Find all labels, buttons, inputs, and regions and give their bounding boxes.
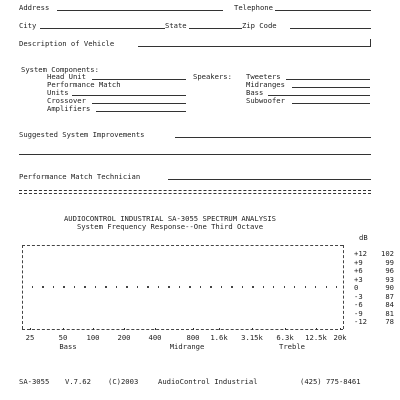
y-tick-label: +6 bbox=[354, 266, 363, 275]
y-abs-tick-label: 81 bbox=[385, 308, 394, 318]
response-point bbox=[126, 286, 127, 287]
response-point bbox=[210, 286, 211, 287]
y-tick-label: -12 bbox=[354, 317, 367, 326]
performance-match-label: Performance Match bbox=[47, 80, 121, 89]
vehicle-description-label: Description of Vehicle bbox=[19, 39, 115, 48]
telephone-line[interactable] bbox=[275, 10, 371, 11]
x-tick-mark bbox=[340, 328, 341, 330]
address-line[interactable] bbox=[57, 10, 223, 11]
address-label: Address bbox=[19, 3, 50, 12]
bass-label: Bass bbox=[246, 88, 264, 97]
response-point bbox=[137, 286, 138, 287]
subwoofer-label: Subwoofer bbox=[246, 96, 285, 105]
amplifiers-line[interactable] bbox=[96, 111, 186, 112]
x-tick-mark bbox=[252, 328, 253, 330]
response-point bbox=[168, 286, 169, 287]
response-point bbox=[242, 286, 243, 287]
x-tick-label: 1.6k bbox=[210, 333, 228, 342]
midranges-label: Midranges bbox=[246, 80, 285, 89]
section-separator bbox=[19, 190, 371, 194]
speakers-label: Speakers: bbox=[193, 72, 232, 81]
response-point bbox=[221, 286, 222, 287]
x-tick-label: 20k bbox=[333, 333, 347, 342]
response-point bbox=[315, 286, 316, 287]
response-point bbox=[105, 286, 106, 287]
response-point bbox=[273, 286, 274, 287]
response-point bbox=[116, 286, 117, 287]
x-tick-label: 25 bbox=[25, 333, 35, 342]
footer-version: V.7.62 bbox=[65, 377, 91, 386]
response-point bbox=[305, 286, 306, 287]
chart-subtitle: System Frequency Response--One Third Octave bbox=[76, 222, 264, 231]
response-point bbox=[189, 286, 190, 287]
x-band-label: Midrange bbox=[169, 342, 205, 351]
footer-phone: (425) 775-8461 bbox=[300, 377, 361, 386]
units-label: Units bbox=[47, 88, 69, 97]
db-unit-label: dB bbox=[359, 233, 368, 242]
response-point bbox=[74, 286, 75, 287]
y-abs-tick-label: 93 bbox=[385, 274, 394, 284]
response-point bbox=[252, 286, 253, 287]
system-components-title: System Components: bbox=[21, 65, 99, 74]
response-point bbox=[147, 286, 148, 287]
response-point bbox=[326, 286, 327, 287]
y-abs-tick-label: 102 bbox=[381, 249, 394, 258]
x-tick-mark bbox=[30, 328, 31, 330]
response-point bbox=[263, 286, 264, 287]
city-line[interactable] bbox=[40, 28, 165, 29]
x-tick-label: 400 bbox=[148, 333, 162, 342]
vehicle-description-line[interactable] bbox=[138, 46, 371, 47]
y-tick-label: +12 bbox=[354, 249, 367, 258]
suggested-improvements-line-2[interactable] bbox=[19, 154, 371, 155]
x-tick-mark bbox=[285, 328, 286, 330]
response-point bbox=[42, 286, 43, 287]
city-label: City bbox=[19, 21, 37, 30]
technician-line[interactable] bbox=[168, 179, 371, 180]
y-tick-label: +9 bbox=[354, 257, 363, 267]
y-abs-tick-label: 84 bbox=[385, 300, 394, 309]
x-tick-label: 800 bbox=[186, 333, 200, 342]
x-tick-mark bbox=[193, 328, 194, 330]
x-tick-label: 100 bbox=[86, 333, 100, 342]
amplifiers-label: Amplifiers bbox=[47, 104, 91, 113]
x-band-label: Treble bbox=[279, 342, 305, 351]
response-point bbox=[84, 286, 85, 287]
chart-top-border bbox=[22, 245, 343, 246]
response-point bbox=[53, 286, 54, 287]
footer-model: SA-3055 bbox=[19, 377, 50, 386]
response-point bbox=[158, 286, 159, 287]
x-tick-mark bbox=[63, 328, 64, 330]
subwoofer-line[interactable] bbox=[292, 103, 370, 104]
tweeters-line[interactable] bbox=[286, 79, 370, 80]
zip-code-line[interactable] bbox=[290, 28, 371, 29]
crossover-label: Crossover bbox=[47, 96, 86, 105]
response-point bbox=[284, 286, 285, 287]
technician-label: Performance Match Technician bbox=[19, 172, 141, 181]
suggested-improvements-line-1[interactable] bbox=[175, 137, 371, 138]
crossover-line[interactable] bbox=[92, 103, 186, 104]
response-point bbox=[231, 286, 232, 287]
midranges-line[interactable] bbox=[292, 87, 370, 88]
response-point bbox=[32, 286, 33, 287]
y-abs-tick-label: 90 bbox=[385, 283, 394, 292]
x-tick-label: 3.15k bbox=[241, 333, 263, 342]
y-abs-tick-label: 99 bbox=[385, 257, 394, 267]
x-tick-label: 50 bbox=[58, 333, 68, 342]
tweeters-label: Tweeters bbox=[246, 72, 281, 81]
y-tick-label: 0 bbox=[354, 283, 359, 292]
y-tick-label: -3 bbox=[354, 291, 363, 301]
x-tick-mark bbox=[316, 328, 317, 330]
chart-bottom-axis bbox=[22, 329, 343, 330]
response-point bbox=[336, 286, 337, 287]
x-band-label: Bass bbox=[59, 342, 77, 351]
state-line[interactable] bbox=[189, 28, 242, 29]
head-unit-label: Head Unit bbox=[47, 72, 86, 81]
y-tick-label: +3 bbox=[354, 274, 363, 284]
response-point bbox=[294, 286, 295, 287]
zip-code-label: Zip Code bbox=[242, 21, 277, 30]
response-point bbox=[200, 286, 201, 287]
response-point bbox=[95, 286, 96, 287]
y-abs-tick-label: 96 bbox=[385, 266, 394, 275]
x-tick-label: 6.3k bbox=[276, 333, 294, 342]
response-point bbox=[63, 286, 64, 287]
x-tick-label: 200 bbox=[117, 333, 131, 342]
y-abs-tick-label: 87 bbox=[385, 291, 394, 301]
y-abs-tick-label: 78 bbox=[385, 317, 394, 326]
y-tick-label: -9 bbox=[354, 308, 363, 318]
response-point bbox=[179, 286, 180, 287]
x-tick-mark bbox=[219, 328, 220, 330]
state-label: State bbox=[165, 21, 187, 30]
y-tick-label: -6 bbox=[354, 300, 363, 309]
telephone-label: Telephone bbox=[234, 3, 273, 12]
footer-copyright: (C)2003 bbox=[108, 377, 139, 386]
chart-title: AUDIOCONTROL INDUSTRIAL SA-3055 SPECTRUM ANALYSIS bbox=[63, 214, 277, 223]
chart-right-border bbox=[343, 245, 344, 329]
x-tick-mark bbox=[155, 328, 156, 330]
units-line[interactable] bbox=[72, 95, 186, 96]
suggested-improvements-label: Suggested System Improvements bbox=[19, 130, 145, 139]
footer-company: AudioControl Industrial bbox=[158, 377, 258, 386]
chart-left-border bbox=[22, 245, 23, 329]
vehicle-line-end bbox=[370, 39, 371, 47]
x-tick-mark bbox=[124, 328, 125, 330]
x-tick-label: 12.5k bbox=[305, 333, 327, 342]
x-tick-mark bbox=[93, 328, 94, 330]
